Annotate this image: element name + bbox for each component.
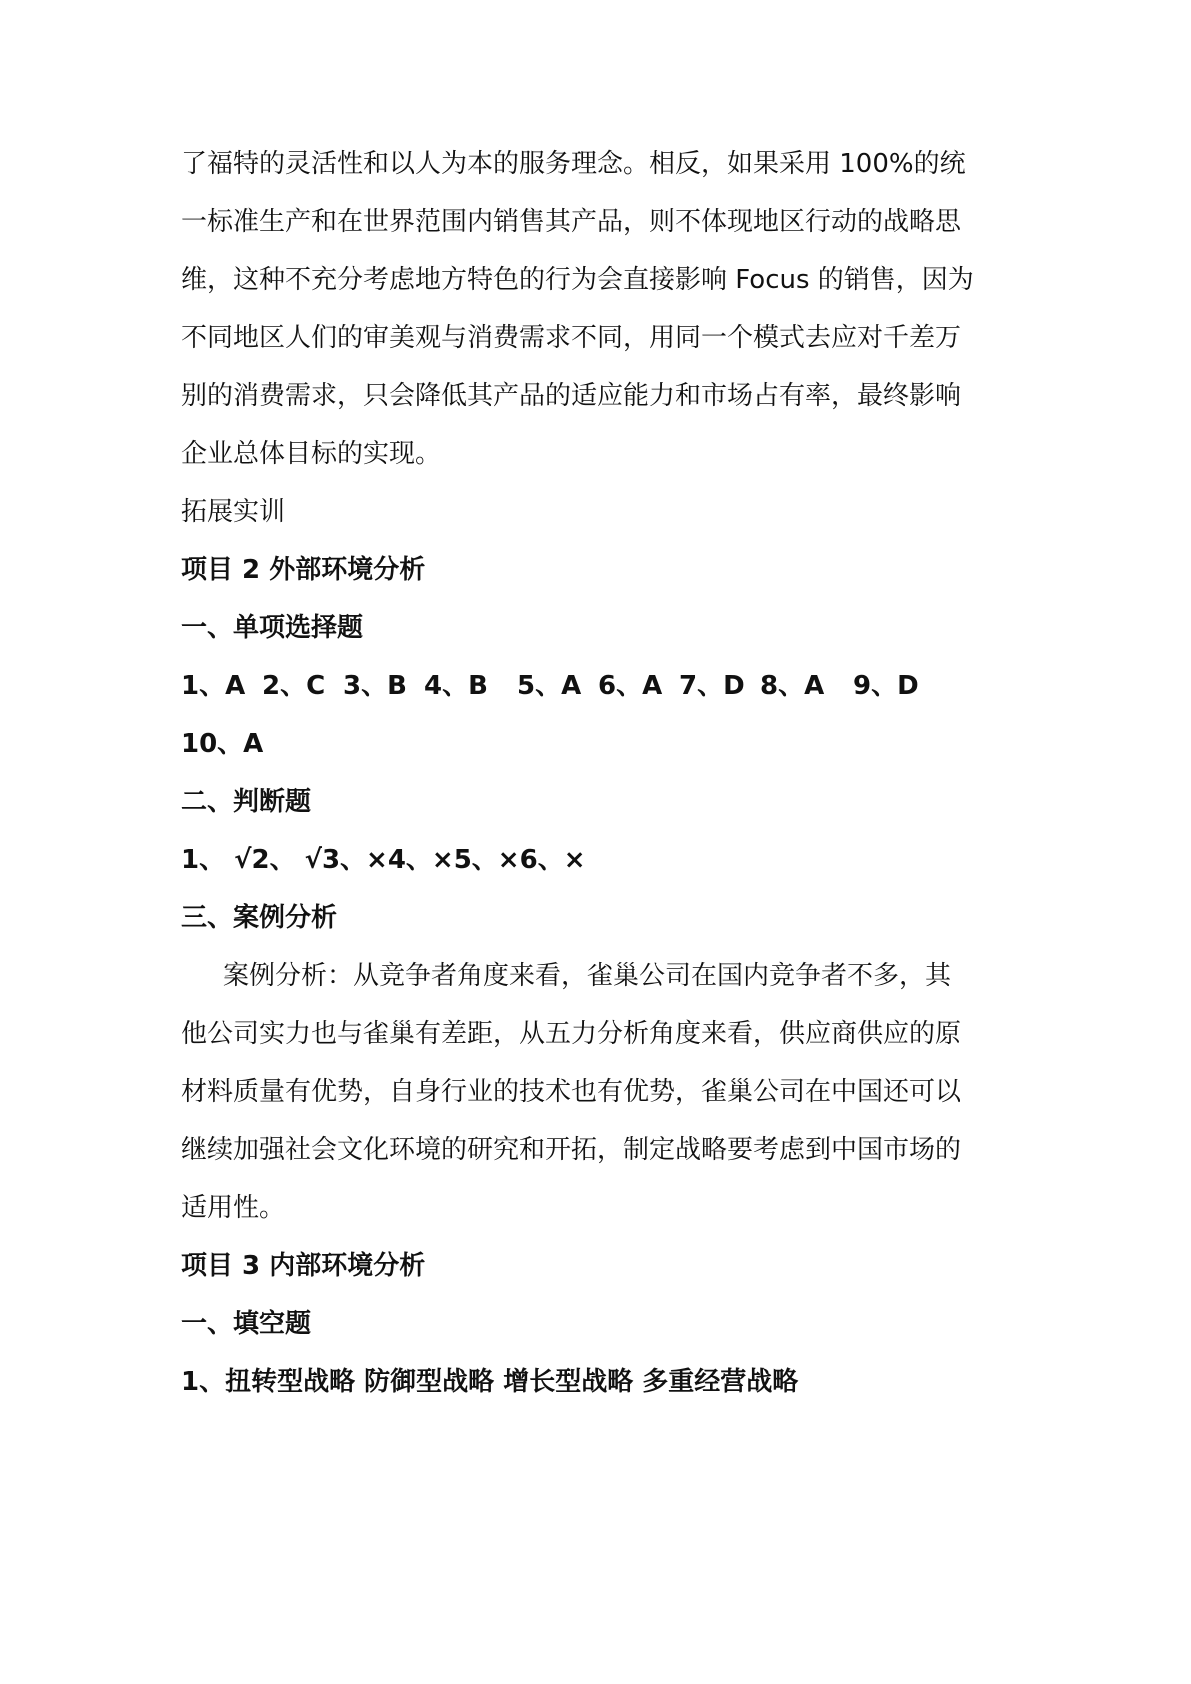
answer-item: 7、D [679,671,745,701]
extension-training-heading: 拓展实训 [181,497,286,527]
answer-item: 8、A [760,671,825,701]
answer-item: 4、B [424,671,488,701]
project2-section2-title: 二、判断题 [181,787,312,817]
answer-item: 5、A [517,671,582,701]
judgement-answers: 1、 √2、 √3、×4、×5、×6、× [181,845,586,875]
paragraph-line: 企业总体目标的实现。 [181,439,442,469]
fill-answer: 1、扭转型战略 防御型战略 增长型战略 多重经营战略 [181,1367,799,1397]
paragraph-line: 别的消费需求，只会降低其产品的适应能力和市场占有率，最终影响 [181,381,962,411]
project2-title: 项目 2 外部环境分析 [181,555,426,585]
answer-item: 1、A [181,671,246,701]
choice-answers-line1 [181,668,1021,704]
choice-answers-line2: 10、A [181,729,264,759]
paragraph-line: 了福特的灵活性和以人为本的服务理念。相反，如果采用 100%的统 [181,149,966,179]
case-analysis-line: 案例分析：从竞争者角度来看，雀巢公司在国内竞争者不多，其 [223,961,952,991]
answer-item: 9、D [853,671,919,701]
paragraph-line: 维，这种不充分考虑地方特色的行为会直接影响 Focus 的销售，因为 [181,265,974,295]
project3-title: 项目 3 内部环境分析 [181,1251,426,1281]
case-analysis-line: 继续加强社会文化环境的研究和开拓，制定战略要考虑到中国市场的 [181,1135,962,1165]
case-analysis-line: 适用性。 [181,1193,286,1223]
project3-section1-title: 一、填空题 [181,1309,312,1339]
case-analysis-line: 他公司实力也与雀巢有差距，从五力分析角度来看，供应商供应的原 [181,1019,962,1049]
answer-item: 6、A [598,671,663,701]
project2-section3-title: 三、案例分析 [181,903,338,933]
project2-section1-title: 一、单项选择题 [181,613,364,643]
paragraph-line: 一标准生产和在世界范围内销售其产品，则不体现地区行动的战略思 [181,207,962,237]
case-analysis-line: 材料质量有优势，自身行业的技术也有优势，雀巢公司在中国还可以 [181,1077,962,1107]
paragraph-line: 不同地区人们的审美观与消费需求不同，用同一个模式去应对千差万 [181,323,962,353]
answer-item: 3、B [343,671,407,701]
answer-item: 2、C [262,671,326,701]
